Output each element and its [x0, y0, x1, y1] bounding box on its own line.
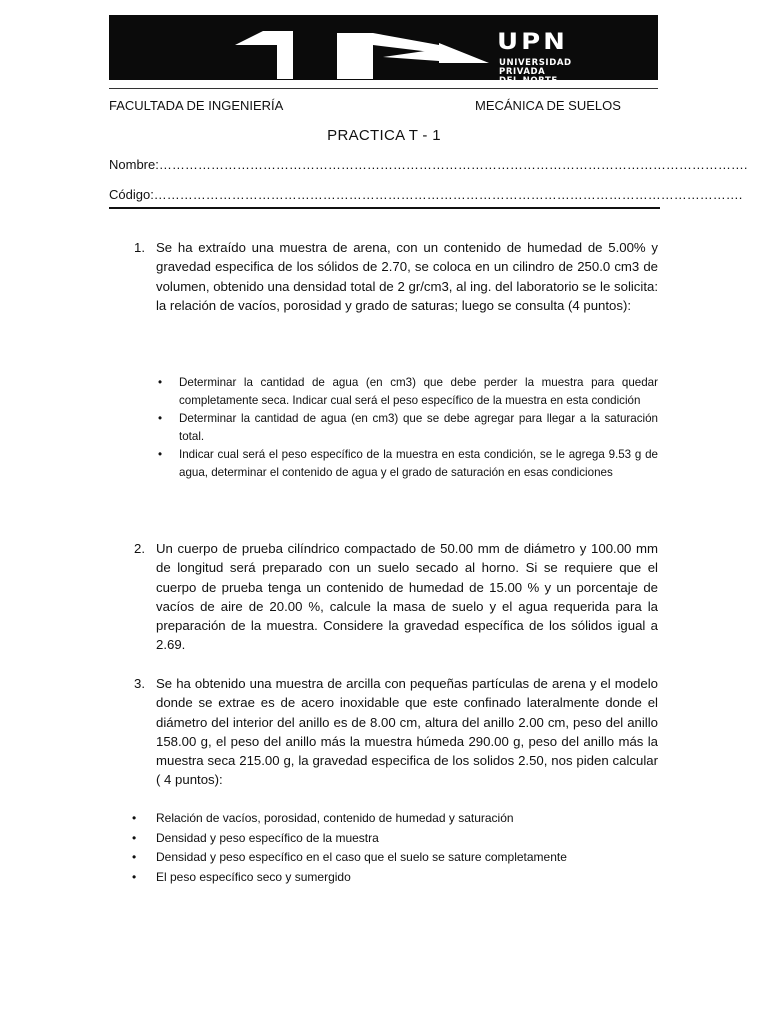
question-text: Un cuerpo de prueba cilíndrico compactado de 50.00 mm de diámetro y 100.00 mm de longitud será preparado con un suelo secado al horno. Si se requiere que el cuerpo de prueba tenga un contenido de humedad de 15.00 % y un porcentaje de vacíos de aire de 20.00 %, calcule la masa de suelo y el agua requerida para la preparación de la muestra. Considere la gravedad específica de los sólidos igual a 2.69. [156, 541, 658, 653]
header-divider-top [109, 88, 658, 89]
question-number: 3. [134, 676, 145, 691]
header-banner [109, 15, 658, 86]
logo-subtitle [499, 59, 572, 86]
bullet-icon: • [158, 376, 163, 389]
question-3 [134, 674, 658, 790]
upn-logo-mark-icon [233, 23, 493, 83]
list-item [158, 410, 658, 446]
bullet-icon: • [158, 412, 163, 425]
question-text: Se ha obtenido una muestra de arcilla con pequeñas partículas de arena y el modelo donde se extrae es de acero inoxidable que este confinado lateralmente donde el diámetro del interior del anillo es de 8.00 cm, altura del anillo 2.00 cm, peso del anillo 158.00 g, el peso del anillo más la muestra húmeda 290.00 g, peso del anillo más la muestra seca 215.00 g, la gravedad especifica de los solidos 2.50, nos piden calcular ( 4 puntos): [156, 676, 658, 788]
bullet-icon: • [132, 830, 137, 845]
list-item [132, 809, 652, 829]
question-number: 1. [134, 240, 145, 255]
question-text: Se ha extraído una muestra de arena, con un contenido de humedad de 5.00% y gravedad especifica de los sólidos de 2.70, se coloca en un cilindro de 250.0 cm3 de volumen, obtenido una densidad total de 2 gr/cm3, al ing. del laboratorio se le solicita: la relación de vacíos, porosidad y grado de saturas; luego se consulta (4 puntos): [156, 240, 658, 313]
question-1 [134, 238, 658, 315]
bullet-icon: • [132, 869, 137, 884]
logo-subtitle-line: PRIVADA [499, 67, 546, 77]
question-number: 2. [134, 541, 145, 556]
list-item-text: Relación de vacíos, porosidad, contenido de humedad y saturación [156, 811, 514, 825]
list-item-text: Densidad y peso específico de la muestra [156, 830, 379, 845]
code-field: Código:………………………………………………………………………………………………………………………. [109, 187, 743, 202]
list-item-text: Determinar la cantidad de agua (en cm3) que debe perder la muestra para quedar completamente seca. Indicar cual será el peso específico de la muestra en esta condición [179, 376, 658, 407]
list-item-text: El peso específico seco y sumergido [156, 869, 351, 884]
list-item [132, 868, 652, 888]
question-3-bullet-list [132, 809, 652, 887]
page-title: PRACTICA T - 1 [327, 127, 441, 144]
list-item [132, 829, 652, 849]
question-2 [134, 539, 658, 655]
list-item-text: Densidad y peso específico en el caso que el suelo se sature completamente [156, 850, 567, 864]
bullet-icon: • [132, 850, 137, 864]
name-field: Nombre:………………………………………………………………………………………………………………………. [109, 157, 748, 172]
bullet-icon: • [132, 811, 137, 825]
logo-upn-text: UPN [497, 29, 568, 55]
list-item-text: Indicar cual será el peso específico de la muestra en esta condición, se le agrega 9.53 g de agua, determinar el contenido de agua y el grado de saturación en esas condiciones [179, 448, 658, 479]
list-item-text: Determinar la cantidad de agua (en cm3) que se debe agregar para llegar a la saturación total. [179, 412, 658, 443]
bullet-icon: • [158, 448, 163, 461]
list-item [132, 848, 652, 868]
list-item [158, 374, 658, 410]
header-divider-bottom [109, 207, 660, 209]
course-label: MECÁNICA DE SUELOS [475, 98, 621, 113]
question-1-bullet-list [158, 374, 658, 482]
logo-subtitle-line: UNIVERSIDAD [499, 58, 572, 68]
logo-subtitle-line: DEL NORTE [499, 76, 558, 86]
list-item [158, 446, 658, 482]
faculty-label: FACULTADA DE INGENIERÍA [109, 98, 284, 113]
